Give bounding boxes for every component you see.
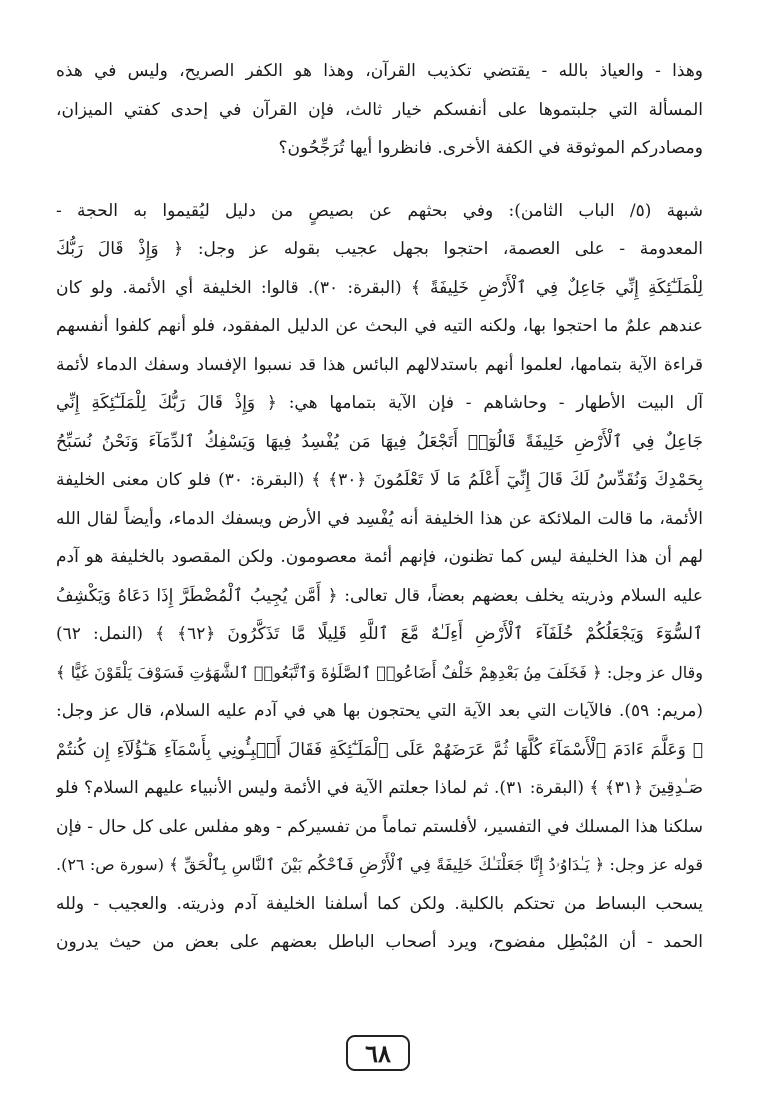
text-line: المسألة التي جلبتموها على أنفسكم خيار ثالث، فإن القرآن في إحدى كفتي الميزان، [56, 99, 703, 120]
text-line: جَاعِلٌ فِي ٱلْأَرْضِ خَلِيفَةً قَالُوٓا۟ أَتَجْعَلُ فِيهَا مَن يُفْسِدُ فِيهَا وَيَسْفِكُ ٱلدِّمَآءَ وَنَحْنُ نُسَبِّحُ [56, 431, 703, 452]
text-line: لهم أن هذا الخليفة ليس كما تظنون، فإنهم أئمة معصومون. ولكن المقصود بالخليفة هو آدم [56, 547, 703, 567]
text-line: قوله عز وجل: ﴿ يَـٰدَاوُۥدُ إِنَّا جَعَلْنَـٰكَ خَلِيفَةً فِي ٱلْأَرْضِ فَٱحْكُم بَيْنَ ٱلنَّاسِ بِٱلْحَقِّ ﴾ (سورة ص: ٢٦). [56, 855, 703, 874]
text-line: سلكنا هذا المسلك في التفسير، لأفلستم تماماً من تفسيركم - وهو مفلس على كل حال - فإن [56, 816, 703, 837]
text-line: بِحَمْدِكَ وَنُقَدِّسُ لَكَ قَالَ إِنِّيٓ أَعْلَمُ مَا لَا تَعْلَمُونَ ﴿٣٠﴾ ﴾ (البقرة: ٣٠) فلو كان معنى الخليفة [56, 470, 703, 490]
text-line: عندهم علمٌ ما احتجوا بها، ولكنه التيه في البحث عن الدليل المفقود، فلو أنهم كلفوا أنفسهم [56, 316, 703, 336]
text-line: ومصادركم الموثوقة في الكفة الأخرى. فانظروا أيها تُرَجِّحُون؟ [278, 138, 703, 158]
text-line: لِلْمَلَـٰٓئِكَةِ إِنِّي جَاعِلٌ فِي ٱلْأَرْضِ خَلِيفَةً ﴾ (البقرة: ٣٠). قالوا: الخليفة أي الأئمة. ولو كان [56, 277, 703, 298]
text-line: وقال عز وجل: ﴿ فَخَلَفَ مِنۢ بَعْدِهِمْ خَلْفٌ أَضَاعُوا۟ ٱلصَّلَوٰةَ وَٱتَّبَعُوا۟ ٱلشَّهَوَٰتِ فَسَوْفَ يَلْقَوْنَ غَيًّا ﴾ [56, 662, 703, 682]
paragraph-2 [56, 192, 703, 962]
text-line: الأئمة، ما قالت الملائكة عن هذا الخليفة أنه يُفْسِد في الأرض ويسفك الدماء، وأيضاً لقال الله [56, 508, 703, 529]
text-line: عليه السلام وذريته يخلف بعضهم بعضاً، قال تعالى: ﴿ أَمَّن يُجِيبُ ٱلْمُضْطَرَّ إِذَا دَعَاهُ وَيَكْشِفُ [56, 585, 703, 606]
text-line: قراءة الآية بتمامها، لعلموا أنهم باستدلالهم البائس هذا قد نسبوا الإفساد وسفك الدماء لأئمة [56, 354, 703, 375]
text-line: الحمد - أن المُبْطِل مفضوح، ويرد أصحاب الباطل بعضهم على بعض من حيث يدرون [56, 932, 703, 952]
page-body [56, 52, 703, 962]
page-number: ٦٨ [346, 1035, 410, 1071]
text-line: شبهة (٥/ الباب الثامن): وفي بحثهم عن بصيصٍ من دليل ليُقيموا به الحجة - [56, 200, 703, 221]
text-line: يسحب البساط من تحتكم بالكلية. ولكن كما أسلفنا الخليفة آدم وذريته. والعجيب - ولله [56, 893, 703, 914]
text-line: آل البيت الأطهار - وحاشاهم - فإن الآية بتمامها هي: ﴿ وَإِذْ قَالَ رَبُّكَ لِلْمَلَـٰٓئِكَةِ إِنِّي [56, 393, 703, 413]
text-line: (مريم: ٥٩). فالآيات التي بعد الآية التي يحتجون بها هي في آدم عليه السلام، قال عز وجل: [56, 701, 703, 721]
text-line: وهذا - والعياذ بالله - يقتضي تكذيب القرآن، وهذا هو الكفر الصريح، وليس في هذه [56, 61, 703, 81]
text-line: المعدومة - على العصمة، احتجوا بجهل عجيب بقوله عز وجل: ﴿ وَإِذْ قَالَ رَبُّكَ [56, 239, 703, 259]
text-line: صَـٰدِقِينَ ﴿٣١﴾ ﴾ (البقرة: ٣١). ثم لماذا جعلتم الآية في الأئمة وليس الأنبياء عليهم السلام؟ فلو [56, 778, 703, 798]
paragraph-1 [56, 52, 703, 168]
paragraph-gap [56, 168, 703, 192]
text-line: ٱلسُّوٓءَ وَيَجْعَلُكُمْ خُلَفَآءَ ٱلْأَرْضِ أَءِلَـٰهٌ مَّعَ ٱللَّهِ قَلِيلًا مَّا تَذَكَّرُونَ ﴿٦٢﴾ ﴾ (النمل: ٦٢) [56, 624, 703, 644]
text-line: ﴿ وَعَلَّمَ ءَادَمَ ٱلْأَسْمَآءَ كُلَّهَا ثُمَّ عَرَضَهُمْ عَلَى ٱلْمَلَـٰٓئِكَةِ فَقَالَ أَنۢبِـُٔونِي بِأَسْمَآءِ هَـٰٓؤُلَآءِ إِن كُنتُمْ [56, 739, 703, 760]
